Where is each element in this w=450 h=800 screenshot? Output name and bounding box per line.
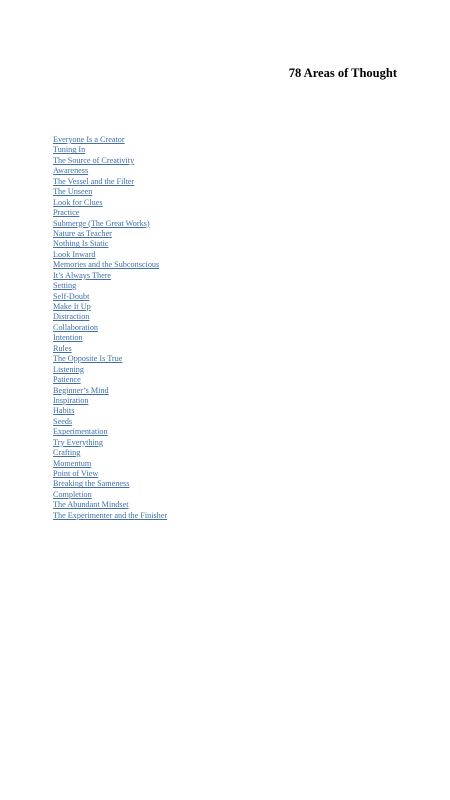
toc-link[interactable]: Tuning In	[53, 145, 86, 155]
toc-item	[53, 425, 167, 435]
toc-link[interactable]: The Opposite Is True	[53, 354, 123, 364]
toc-item	[53, 342, 167, 352]
toc-link[interactable]: Distraction	[53, 312, 90, 322]
toc-item	[53, 321, 167, 331]
toc-link[interactable]: The Abundant Mindset	[53, 500, 129, 510]
toc-item	[53, 290, 167, 300]
toc-item	[53, 446, 167, 456]
toc-link[interactable]: Submerge (The Great Works)	[53, 218, 150, 228]
toc-item	[53, 248, 167, 258]
toc-link[interactable]: Inspiration	[53, 395, 89, 405]
toc-item	[53, 196, 167, 206]
toc-link[interactable]: Momentum	[53, 458, 92, 468]
toc-link[interactable]: Point of View	[53, 469, 99, 478]
toc-link[interactable]: Completion	[53, 489, 92, 499]
toc-item	[53, 237, 167, 247]
toc-item	[53, 175, 167, 185]
toc-item	[53, 498, 167, 508]
toc-link[interactable]: Memories and the Subconscious	[53, 260, 160, 270]
toc-item	[53, 352, 167, 362]
toc-item	[53, 279, 167, 289]
toc-link[interactable]: Make It Up	[53, 302, 91, 311]
toc-item	[53, 164, 167, 174]
toc-item	[53, 133, 167, 143]
toc-link[interactable]: Nothing Is Static	[53, 239, 109, 249]
toc-link[interactable]: Look Inward	[53, 249, 96, 259]
toc-item	[53, 269, 167, 279]
toc-item	[53, 509, 167, 519]
toc-item	[53, 331, 167, 341]
toc-link[interactable]: Self-Doubt	[53, 291, 90, 301]
toc-item	[53, 404, 167, 414]
toc-link[interactable]: Seeds	[53, 416, 73, 426]
toc-link[interactable]: Listening	[53, 364, 84, 374]
toc-link[interactable]: It’s Always There	[53, 270, 112, 280]
toc-link[interactable]: Rules	[53, 343, 72, 353]
toc-link[interactable]: Look for Clues	[53, 197, 103, 207]
toc-link[interactable]: Experimentation	[53, 427, 108, 437]
toc-link[interactable]: Collaboration	[53, 322, 99, 332]
toc-item	[53, 206, 167, 216]
toc-item	[53, 415, 167, 425]
toc-link[interactable]: Crafting	[53, 448, 81, 458]
toc-item	[53, 394, 167, 404]
toc-item	[53, 154, 167, 164]
toc-link[interactable]: Patience	[53, 375, 81, 385]
toc-item	[53, 363, 167, 373]
toc-link[interactable]: The Unseen	[53, 187, 93, 197]
toc-link[interactable]: The Experimenter and the Finisher	[53, 510, 168, 520]
toc-item	[53, 310, 167, 320]
toc-item	[53, 457, 167, 467]
toc-item	[53, 300, 167, 310]
toc-item	[53, 477, 167, 487]
toc-link[interactable]: Everyone Is a Creator	[53, 135, 125, 144]
table-of-contents	[53, 133, 167, 519]
toc-item	[53, 384, 167, 394]
toc-item	[53, 488, 167, 498]
toc-item	[53, 258, 167, 268]
toc-link[interactable]: Setting	[53, 281, 77, 291]
toc-link[interactable]: Awareness	[53, 166, 89, 176]
toc-link[interactable]: Nature as Teacher	[53, 228, 112, 238]
toc-link[interactable]: Breaking the Sameness	[53, 479, 130, 489]
toc-link[interactable]: Beginner’s Mind	[53, 385, 109, 395]
toc-link[interactable]: The Vessel and the Filter	[53, 176, 135, 186]
toc-link[interactable]: The Source of Creativity	[53, 155, 135, 165]
toc-link[interactable]: Try Everything	[53, 437, 103, 447]
toc-item	[53, 185, 167, 195]
toc-item	[53, 373, 167, 383]
toc-link[interactable]: Habits	[53, 406, 75, 416]
toc-item	[53, 217, 167, 227]
toc-item	[53, 143, 167, 153]
toc-item	[53, 436, 167, 446]
toc-item	[53, 467, 167, 477]
toc-link[interactable]: Practice	[53, 208, 80, 218]
toc-item	[53, 227, 167, 237]
toc-link[interactable]: Intention	[53, 333, 83, 343]
page-title: 78 Areas of Thought	[288, 66, 397, 80]
